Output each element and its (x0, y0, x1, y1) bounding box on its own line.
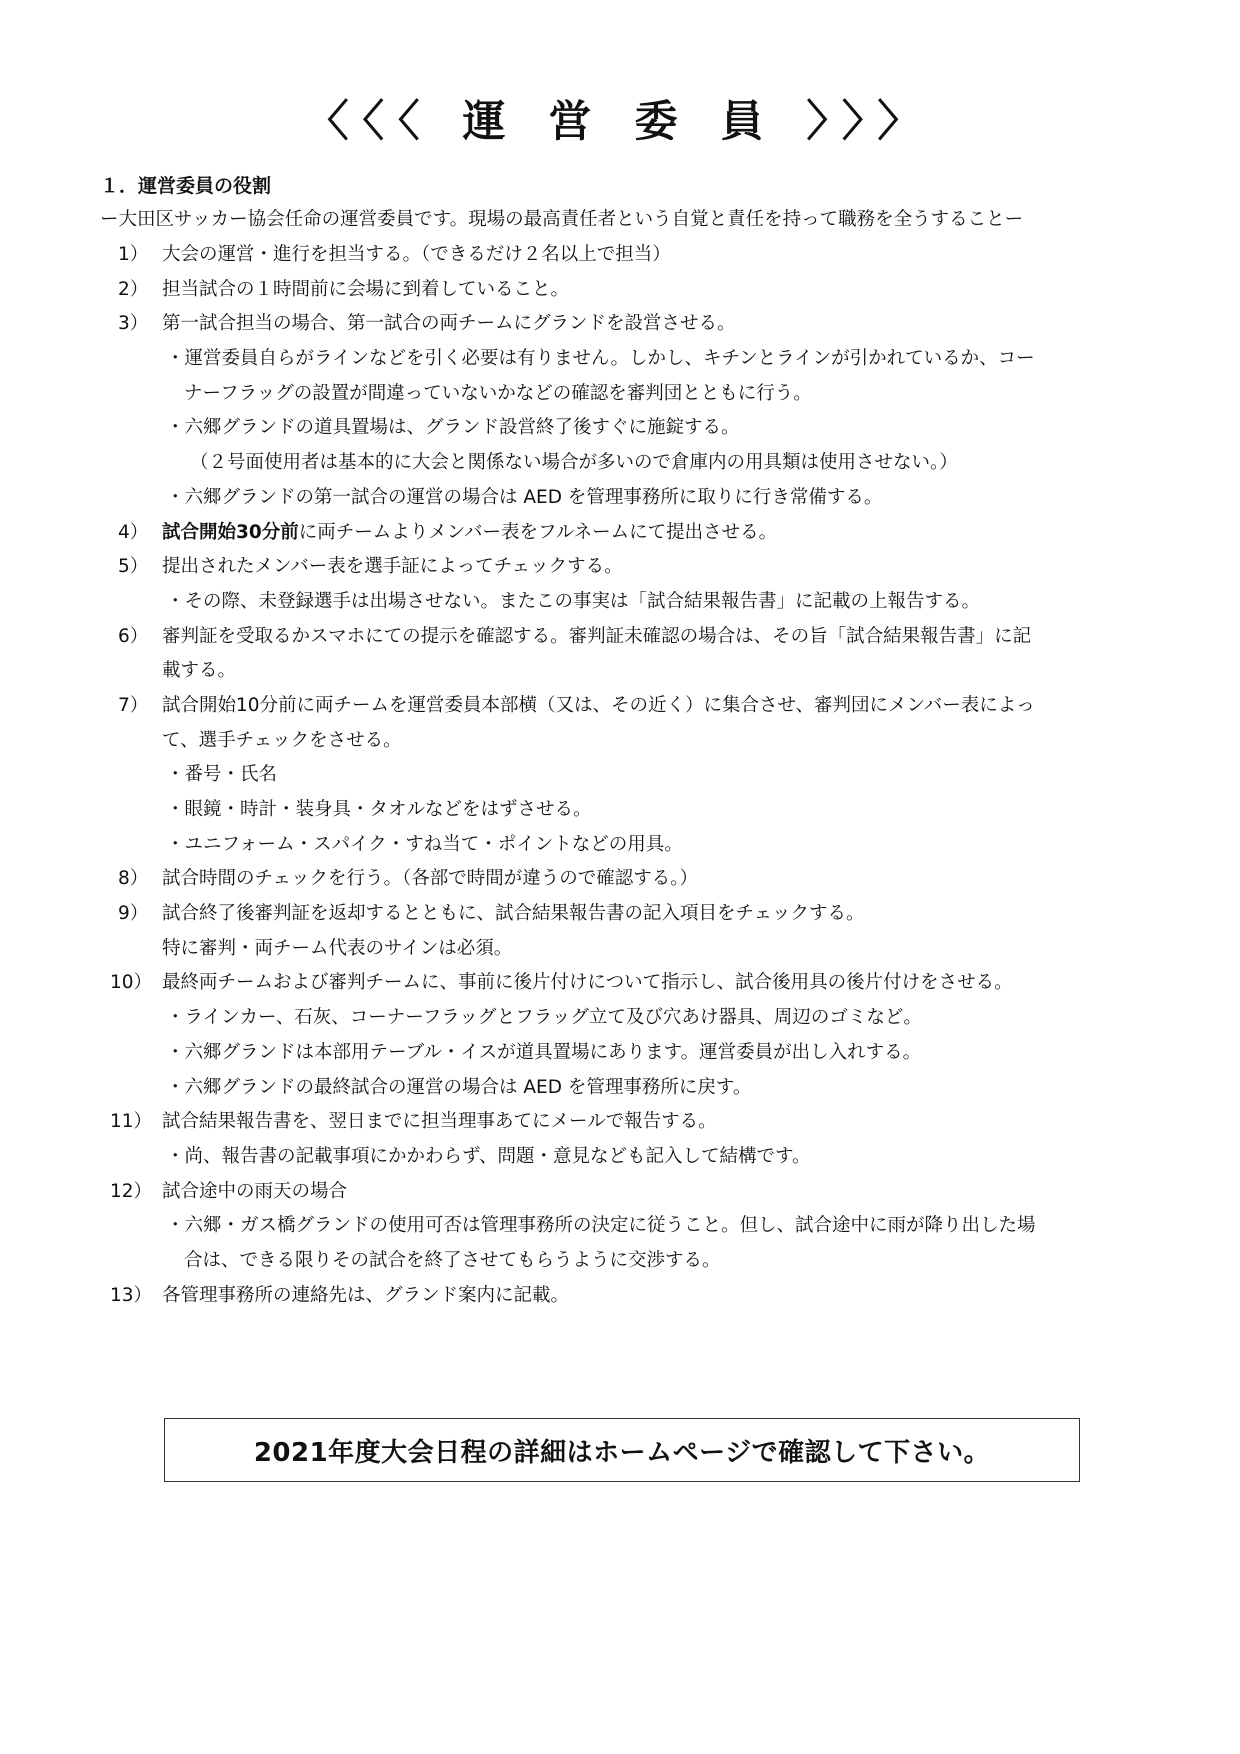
item-number: 13） (110, 1284, 153, 1306)
item-continuation (0, 724, 1240, 759)
list-item (0, 1175, 1240, 1210)
section-lead: ー大田区サッカー協会任命の運営委員です。現場の最高責任者という自覚と責任を持って職務を全うすることー (100, 209, 1024, 230)
sub-item-text: ・六郷グランドの道具置場は、グランド設営終了後すぐに施錠する。 (166, 417, 740, 439)
list-item (0, 307, 1240, 342)
page-title: 〈〈〈 運 営 委 員 〉〉〉 (305, 97, 935, 147)
item-text-rest: に両チームよりメンバー表をフルネームにて提出させる。 (298, 521, 778, 543)
sub-item (0, 481, 1240, 516)
sub-item (0, 585, 1240, 620)
sub-item-continuation (0, 377, 1240, 412)
sub-item (0, 342, 1240, 377)
item-number: 9） (118, 903, 149, 925)
item-continuation (0, 932, 1240, 967)
list-item (0, 897, 1240, 932)
list-item (0, 620, 1240, 655)
item-number: 11） (110, 1111, 153, 1133)
sub-item-continuation (0, 1244, 1240, 1279)
sub-item-text: ・眼鏡・時計・装身具・タオルなどをはずさせる。 (166, 799, 592, 820)
item-text: 提出されたメンバー表を選手証によってチェックする。 (162, 556, 623, 578)
item-text: 試合時間のチェックを行う。（各部で時間が違うので確認する。） (162, 868, 698, 890)
emphasis-text: 試合開始30分前 (162, 521, 299, 543)
item-text: 最終両チームおよび審判チームに、事前に後片付けについて指示し、試合後用具の後片付けをさせる。 (162, 972, 1013, 994)
sub-item-text: ナーフラッグの設置が間違っていないかなどの確認を審判団とともに行う。 (184, 382, 812, 404)
item-text: 審判証を受取るかスマホにての提示を確認する。審判証未確認の場合は、その旨「試合結果報告書」に記 (162, 625, 1032, 647)
item-continuation (0, 654, 1240, 689)
list-item (0, 1105, 1240, 1140)
item-number: 10） (110, 972, 153, 994)
sub-item (0, 1071, 1240, 1106)
sub-item-note (0, 446, 1240, 481)
sub-item-text: ・六郷・ガス橋グランドの使用可否は管理事務所の決定に従うこと。但し、試合途中に雨が降り出した場 (166, 1215, 1036, 1237)
item-text: 担当試合の１時間前に会場に到着していること。 (162, 278, 570, 300)
sub-item-text: ・ユニフォーム・スパイク・すね当て・ポイントなどの用具。 (166, 833, 683, 855)
item-text: て、選手チェックをさせる。 (162, 729, 402, 751)
item-number: 2） (118, 278, 149, 300)
item-number: 8） (118, 868, 149, 890)
item-text: 試合開始10分前に両チームを運営委員本部横（又は、その近く）に集合させ、審判団にメンバー表によっ (162, 694, 1035, 716)
list-item (0, 689, 1240, 724)
item-text: 大会の運営・進行を担当する。（できるだけ２名以上で担当） (162, 244, 671, 265)
sub-item (0, 1209, 1240, 1244)
sub-item-text: ・ラインカー、石灰、コーナーフラッグとフラッグ立て及び穴あけ器具、周辺のゴミなど。 (166, 1007, 922, 1029)
sub-item (0, 411, 1240, 446)
item-text: 試合結果報告書を、翌日までに担当理事あてにメールで報告する。 (162, 1111, 717, 1133)
sub-item (0, 1001, 1240, 1036)
list-item (0, 550, 1240, 585)
item-number: 3） (118, 313, 149, 335)
sub-item (0, 1036, 1240, 1071)
sub-item-text: 合は、できる限りその試合を終了させてもらうように交渉する。 (184, 1249, 721, 1271)
item-text: 第一試合担当の場合、第一試合の両チームにグランドを設営させる。 (162, 313, 736, 335)
item-text (162, 516, 777, 551)
notice-box (164, 1418, 1080, 1482)
list-item (0, 238, 1240, 273)
sub-item-text: ・運営委員自らがラインなどを引く必要は有りません。しかし、キチンとラインが引かれているか、コー (166, 348, 1035, 370)
item-number: 12） (110, 1180, 153, 1202)
item-number: 6） (118, 625, 149, 647)
item-text: 特に審判・両チーム代表のサインは必須。 (162, 937, 513, 959)
item-text: 各管理事務所の連絡先は、グランド案内に記載。 (162, 1284, 570, 1306)
section-heading: １．運営委員の役割 (100, 175, 272, 197)
sub-item (0, 758, 1240, 793)
sub-item-text: ・番号・氏名 (166, 764, 278, 786)
sub-item-note-text: （２号面使用者は基本的に大会と関係ない場合が多いので倉庫内の用具類は使用させない。） (190, 452, 958, 474)
item-text: 試合終了後審判証を返却するとともに、試合結果報告書の記入項目をチェックする。 (162, 903, 865, 925)
item-number: 1） (118, 244, 149, 265)
item-number: 7） (118, 694, 149, 716)
sub-item (0, 828, 1240, 863)
sub-item (0, 1140, 1240, 1175)
duties-list (0, 238, 1240, 1313)
list-item (0, 516, 1240, 551)
sub-item-text: ・六郷グランドの第一試合の運営の場合は AED を管理事務所に取りに行き常備する。 (166, 486, 883, 508)
item-number: 5） (118, 556, 149, 578)
sub-item-text: ・六郷グランドの最終試合の運営の場合は AED を管理事務所に戻す。 (166, 1076, 752, 1098)
sub-item-text: ・尚、報告書の記載事項にかかわらず、問題・意見なども記入して結構です。 (166, 1145, 811, 1167)
list-item (0, 862, 1240, 897)
list-item (0, 1279, 1240, 1314)
item-number: 4） (118, 521, 149, 543)
sub-item (0, 793, 1240, 828)
sub-item-text: ・その際、未登録選手は出場させない。またこの事実は「試合結果報告書」に記載の上報告する。 (166, 590, 981, 612)
list-item (0, 966, 1240, 1001)
notice-text: 2021年度大会日程の詳細はホームページで確認して下さい。 (253, 1437, 991, 1468)
list-item (0, 273, 1240, 308)
item-text: 試合途中の雨天の場合 (162, 1180, 348, 1202)
item-text: 載する。 (162, 660, 237, 682)
sub-item-text: ・六郷グランドは本部用テーブル・イスが道具置場にあります。運営委員が出し入れする。 (166, 1041, 922, 1063)
